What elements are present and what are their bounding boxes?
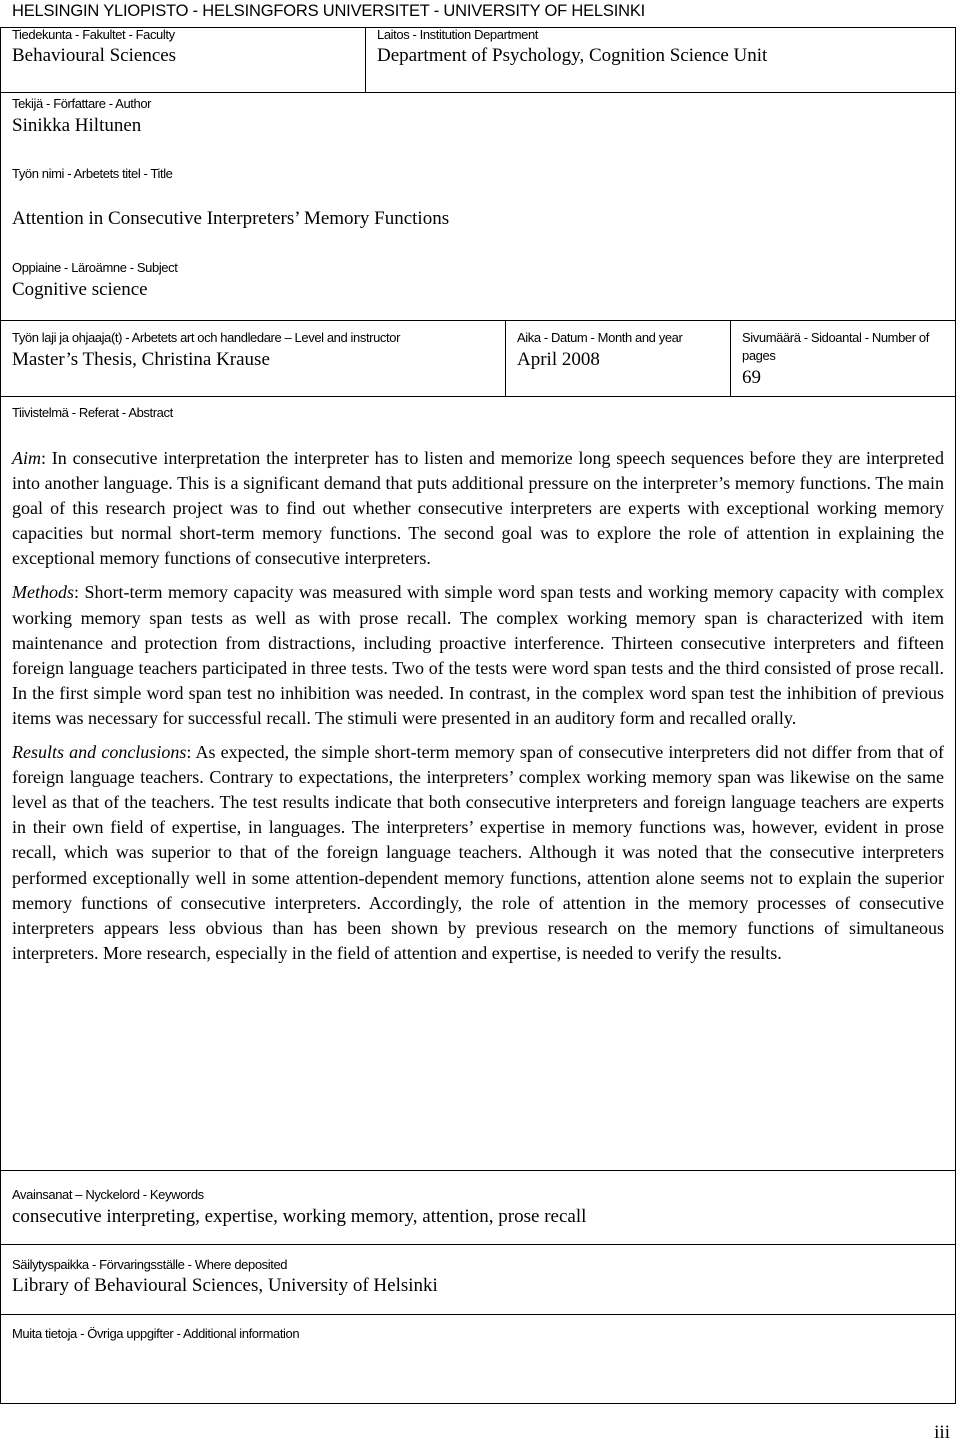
- abstract-aim: [12, 446, 944, 571]
- faculty-value: Behavioural Sciences: [12, 45, 177, 66]
- author-label: Tekijä - Författare - Author: [12, 96, 152, 111]
- abstract-body: [12, 446, 944, 975]
- subject-value: Cognitive science: [12, 279, 148, 300]
- divider: [505, 320, 506, 396]
- level-value: Master’s Thesis, Christina Krause: [12, 349, 270, 370]
- department-label: Laitos - Institution Department: [377, 27, 539, 42]
- divider: [0, 320, 956, 321]
- divider: [0, 396, 956, 397]
- date-label: Aika - Datum - Month and year: [517, 330, 683, 345]
- thesis-title: Attention in Consecutive Interpreters’ Memory Functions: [12, 208, 450, 229]
- page-number: iii: [934, 1422, 950, 1443]
- additional-info-label: Muita tietoja - Övriga uppgifter - Additional information: [12, 1326, 300, 1341]
- divider: [0, 1314, 956, 1315]
- results-heading: Results and conclusions: [12, 742, 187, 763]
- aim-heading: Aim: [12, 448, 41, 468]
- deposited-label: Säilytyspaikka - Förvaringsställe - Where deposited: [12, 1257, 288, 1272]
- divider: [0, 1244, 956, 1245]
- divider: [0, 92, 956, 93]
- date-value: April 2008: [517, 349, 600, 370]
- abstract-methods: [12, 580, 944, 731]
- deposited-value: Library of Behavioural Sciences, University of Helsinki: [12, 1275, 438, 1296]
- subject-label: Oppiaine - Läroämne - Subject: [12, 260, 178, 275]
- title-label: Työn nimi - Arbetets titel - Title: [12, 166, 173, 181]
- pages-label-continued: pages: [742, 348, 776, 363]
- pages-value: 69: [742, 367, 761, 388]
- author-value: Sinikka Hiltunen: [12, 115, 142, 136]
- methods-heading: Methods: [12, 582, 74, 603]
- methods-text: : Short-term memory capacity was measured with simple word span tests and working memory capacity with complex working memory span tests as well as with prose recall. The complex working memory span is characterized with item maintenance and protection from distractions, including proactive interference. Thirteen consecutive interpreters and fifteen foreign language teachers participated in three tests. Two of the tests were word span tests and the third consisted of prose recall. In the first simple word span test no inhibition was needed. In contrast, in the complex word span test the inhibition of previous items was necessary for successful recall. The stimuli were presented in an auditory form and recalled orally.: [12, 582, 944, 728]
- divider: [365, 27, 366, 92]
- faculty-label: Tiedekunta - Fakultet - Faculty: [12, 27, 175, 42]
- university-header: HELSINGIN YLIOPISTO - HELSINGFORS UNIVERSITET - UNIVERSITY OF HELSINKI: [12, 2, 646, 20]
- pages-label: Sivumäärä - Sidoantal - Number of: [742, 330, 929, 345]
- keywords-label: Avainsanat – Nyckelord - Keywords: [12, 1187, 204, 1202]
- keywords-value: consecutive interpreting, expertise, working memory, attention, prose recall: [12, 1206, 587, 1227]
- abstract-label: Tiivistelmä - Referat - Abstract: [12, 405, 173, 420]
- abstract-results: [12, 740, 944, 966]
- department-value: Department of Psychology, Cognition Science Unit: [377, 45, 768, 66]
- divider: [0, 1170, 956, 1171]
- results-text: : As expected, the simple short-term memory span of consecutive interpreters did not differ from that of foreign language teachers. Contrary to expectations, the interpreters’ complex working memory span was likewise on the same level as that of the teachers. The test results indicate that both consecutive interpreters and foreign language teachers are experts in their own field of expertise, in languages. The interpreters’ expertise in memory functions was, however, evident in prose recall, which was superior to that of the foreign language teachers. Although it was noted that the consecutive interpreters performed exceptionally well in some attention-dependent memory functions, attention alone seems not to explain the superior memory functions of consecutive interpreters. Accordingly, the role of attention in the memory processes of consecutive interpreters appears less obvious than has been shown by previous research on the memory functions of simultaneous interpreters. More research, especially in the field of attention and expertise, is needed to verify the results.: [12, 742, 944, 963]
- level-label: Työn laji ja ohjaaja(t) - Arbetets art och handledare – Level and instructor: [12, 330, 401, 345]
- divider: [730, 320, 731, 396]
- aim-text: : In consecutive interpretation the interpreter has to listen and memorize long speech sequences before they are interpreted into another language. This is a significant demand that puts additional pressure on the interpreter’s memory functions. The main goal of this research project was to find out whether consecutive interpreters are experts with exceptional working memory capacities but normal short-term memory functions. The second goal was to explore the role of attention in explaining the exceptional memory functions of consecutive interpreters.: [12, 448, 944, 569]
